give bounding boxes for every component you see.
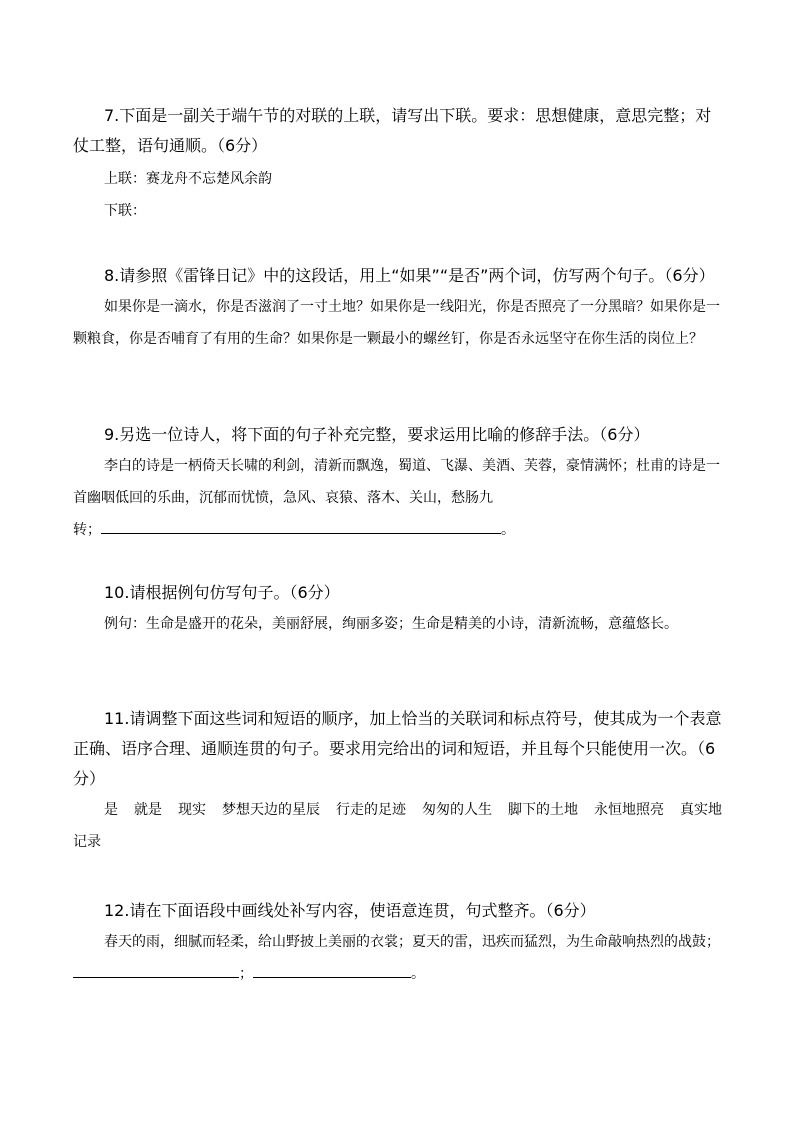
word-item: 就是 — [134, 802, 162, 818]
question-8 — [73, 261, 723, 355]
question-12-passage-text: 春天的雨，细腻而轻柔，给山野披上美丽的衣裳；夏天的雷，迅疾而猛烈，为生命敲响热烈的战鼓； — [104, 934, 720, 950]
question-7-stem: 7.下面是一副关于端午节的对联的上联，请写出下联。要求：思想健康，意思完整；对仗工整，语句通顺。（6分） — [73, 106, 712, 155]
question-9-stem: 9.另选一位诗人，将下面的句子补充完整，要求运用比喻的修辞手法。（6分） — [104, 425, 650, 444]
question-8-stem: 8.请参照《雷锋日记》中的这段话，用上“如果”“是否”两个词，仿写两个句子。（6分） — [104, 266, 715, 285]
question-8-passage: 如果你是一滴水，你是否滋润了一寸土地？如果你是一线阳光，你是否照亮了一分黑暗？如果你是一颗粮食，你是否哺育了有用的生命？如果你是一颗最小的螺丝钉，你是否永远坚守在你生活的岗位上？ — [73, 299, 720, 347]
word-item: 永恒地照亮 — [594, 802, 664, 818]
word-item: 现实 — [178, 802, 206, 818]
question-9-passage: 李白的诗是一柄倚天长啸的利剑，清新而飘逸，蜀道、飞瀑、美酒、芙蓉，豪情满怀；杜甫的诗是一首幽咽低回的乐曲，沉郁而忧愤，急风、哀猿、落木、关山，愁肠九 — [73, 458, 720, 506]
question-9-answer-prefix: 转； — [73, 522, 101, 538]
word-item: 真实地记录 — [73, 802, 722, 850]
question-9-answer-suffix: 。 — [501, 522, 515, 538]
question-12-blank-1[interactable] — [73, 963, 239, 978]
question-9-answer-line — [73, 514, 723, 546]
question-12-stem: 12.请在下面语段中画线处补写内容，使语意连贯，句式整齐。（6分） — [104, 901, 596, 920]
question-11 — [73, 704, 723, 858]
question-12 — [73, 896, 723, 990]
question-11-stem: 11.请调整下面这些词和短语的顺序，加上恰当的关联词和标点符号，使其成为一个表意正确、语序合理、通顺连贯的句子。要求用完给出的词和短语，并且每个只能使用一次。（6分） — [73, 709, 722, 788]
question-12-end: 。 — [411, 966, 425, 982]
word-item: 行走的足迹 — [336, 802, 406, 818]
question-9-answer-blank[interactable] — [101, 519, 501, 534]
question-12-blank-2[interactable] — [253, 963, 411, 978]
question-7 — [73, 101, 723, 227]
question-7-upper-couplet: 上联：赛龙舟不忘楚风余韵 — [104, 171, 272, 187]
word-item: 是 — [104, 802, 118, 818]
question-9 — [73, 420, 723, 546]
question-7-lower-couplet: 下联： — [104, 203, 146, 219]
question-12-passage — [73, 926, 723, 990]
question-10-stem: 10.请根据例句仿写句子。（6分） — [104, 583, 340, 602]
question-10-example: 例句：生命是盛开的花朵，美丽舒展，绚丽多姿；生命是精美的小诗，清新流畅，意蕴悠长。 — [104, 616, 678, 632]
word-item: 脚下的土地 — [508, 802, 578, 818]
question-11-word-list — [73, 794, 723, 858]
word-item: 匆匆的人生 — [422, 802, 492, 818]
question-12-separator: ； — [239, 966, 253, 982]
question-10 — [73, 578, 723, 640]
word-item: 梦想天边的星辰 — [222, 802, 320, 818]
